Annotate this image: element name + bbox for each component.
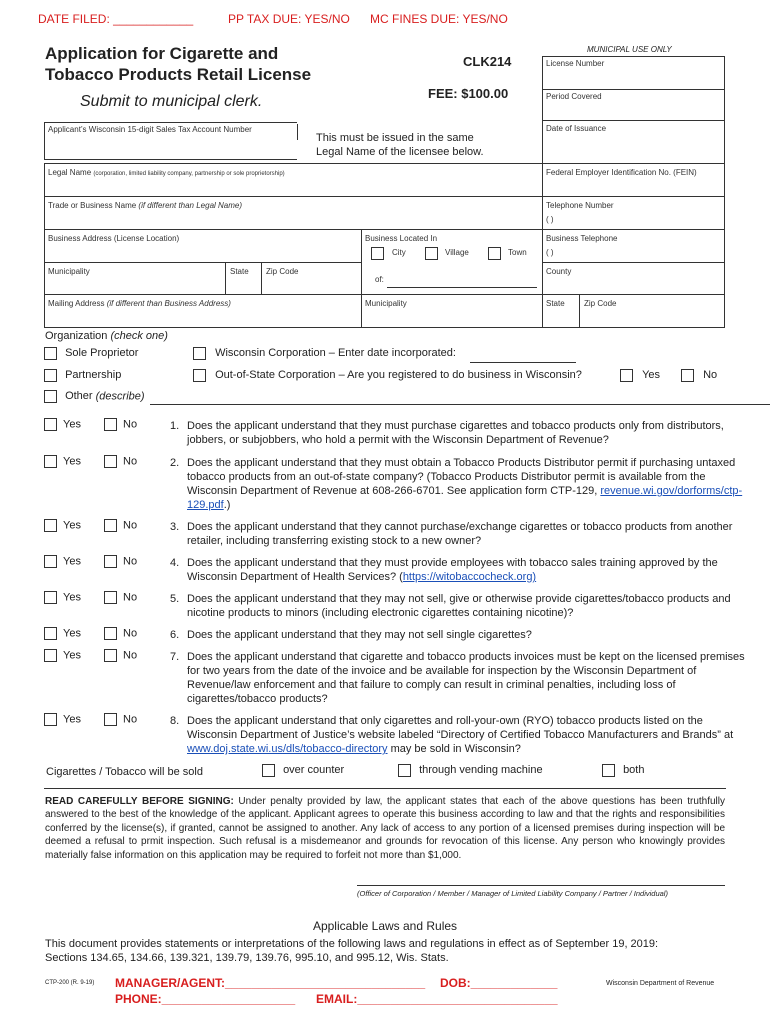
mailing-address-field[interactable] [44,294,362,328]
other-option[interactable] [44,390,145,403]
mailing-zip-field[interactable] [579,294,725,328]
form-title [45,43,311,85]
sole-proprietor-option[interactable] [44,347,138,360]
question-6-yes[interactable] [44,627,81,640]
business-located-label: Business Located In [365,234,438,243]
certification-body: Under penalty provided by law, the applicant states that each of the above questions has been truthfully answered to the best of the knowledge of the applicant. Applicant agrees to operate this business according to law and that the rights and responsibilities conferred by the license(s), if granted, cannot be assigned to another. Any lack of access to any portion of a licensed premises during inspection will be deemed a refusal to prmit inspection. Such refusal is a misdemeanor and grounds for revocation of this license. Any person who knowingly provides materially false information on this application may be required to forfeit not more than $1,000. [45,796,726,861]
certification-text [45,795,725,862]
mailing-address-label: Mailing Address (if different than Business Address) [48,299,231,308]
other-checkbox[interactable] [44,390,57,403]
question-8-no[interactable] [104,713,137,726]
partnership-option[interactable] [44,369,121,382]
county-field[interactable] [542,262,725,295]
no-label: No [123,418,138,431]
yes-checkbox[interactable] [44,555,57,568]
fein-label: Federal Employer Identification No. (FEIN) [546,168,697,177]
city-checkbox[interactable] [371,245,384,263]
divider [297,124,298,140]
question-3-yes[interactable] [44,519,81,532]
no-label: No [123,649,138,662]
question-2-no[interactable] [104,455,137,468]
wi-corporation-checkbox[interactable] [193,347,206,360]
yes-checkbox[interactable] [44,713,57,726]
no-checkbox[interactable] [104,555,117,568]
question-7-no[interactable] [104,649,137,662]
business-address-field[interactable] [44,229,362,263]
no-checkbox[interactable] [104,519,117,532]
tax-account-field[interactable] [44,122,297,160]
yes-checkbox[interactable] [44,591,57,604]
yes-label: Yes [63,455,81,468]
question-5-no[interactable] [104,591,137,604]
laws-line-1: This document provides statements or interpretations of the following laws and regulations in effect as of September 19, 2019: [45,938,659,950]
legal-name-field[interactable] [44,163,543,197]
zip-field[interactable] [261,262,362,295]
business-telephone-paren: ( ) [546,248,554,257]
question-5: 5. Does the applicant understand that they may not sell, give or otherwise provide cigarettes/tobacco products and nicotine products to minors (including electronic cigarettes containing nicotine)? [170,593,731,619]
laws-heading: Applicable Laws and Rules [312,919,458,933]
vending-option[interactable] [398,764,543,777]
yes-label: Yes [63,555,81,568]
period-covered-field[interactable] [542,89,725,121]
question-8-yes[interactable] [44,713,81,726]
laws-text [45,937,745,965]
business-located-in [361,229,543,295]
pp-tax-due: PP TAX DUE: YES/NO [228,12,350,26]
yes-label: Yes [63,713,81,726]
question-6: 6. Does the applicant understand that they may not sell single cigarettes? [170,629,532,641]
yes-label: Yes [63,418,81,431]
question-4-no[interactable] [104,555,137,568]
date-of-issuance-field[interactable] [542,120,725,164]
mailing-state-label: State [546,299,565,308]
oos-corporation-label: Out-of-State Corporation – Are you registered to do business in Wisconsin? [215,369,582,382]
state-field[interactable] [225,262,262,295]
of-label: of: [375,275,384,284]
period-covered-label: Period Covered [546,92,602,101]
registered-no-checkbox[interactable] [681,369,694,382]
town-checkbox[interactable] [488,245,501,263]
fein-field[interactable] [542,163,725,197]
laws-line-2: Sections 134.65, 134.66, 139.321, 139.79, 139.76, 995.10, and 995.12, Wis. Stats. [45,952,449,964]
tax-account-note [316,131,484,159]
no-checkbox[interactable] [104,455,117,468]
wi-corporation-label: Wisconsin Corporation – Enter date incorporated: [215,347,456,360]
no-checkbox[interactable] [104,591,117,604]
question-3-no[interactable] [104,519,137,532]
question-6-no[interactable] [104,627,137,640]
mailing-municipality-field[interactable] [361,294,543,328]
no-checkbox[interactable] [104,649,117,662]
yes-checkbox[interactable] [44,519,57,532]
signature-line[interactable] [357,885,725,886]
email-field[interactable]: EMAIL:______________________________ [316,992,558,1006]
county-label: County [546,267,572,276]
over-counter-checkbox[interactable] [262,764,275,777]
tax-account-label: Applicant’s Wisconsin 15-digit Sales Tax Account Number [48,125,252,134]
sales-method-label: Cigarettes / Tobacco will be sold [46,766,203,778]
no-checkbox[interactable] [104,713,117,726]
phone-field[interactable]: PHONE:____________________ [115,992,296,1006]
certification-lead: READ CAREFULLY BEFORE SIGNING: [45,796,234,807]
registered-no[interactable] [681,369,717,382]
no-label: No [123,591,138,604]
city-label: City [392,248,406,257]
yes-checkbox[interactable] [44,627,57,640]
telephone-paren: ( ) [546,215,554,224]
question-2-yes[interactable] [44,455,81,468]
form-id: CTP-200 (R. 9-19) [45,980,95,986]
trade-name-label: Trade or Business Name (if different than Legal Name) [48,201,243,210]
both-label: both [623,764,645,777]
question-2: 2. Does the applicant understand that they must obtain a Tobacco Products Distributor permit if purchasing untaxed tobacco products from an out-of-state company? (Tobacco Products Distributor permit is available from the Wisconsin Department of Revenue at 608-266-6701. See application form CTP-129, revenue.wi.gov/dorforms/ctp-129.pdf.) [170,457,743,511]
section-divider [44,788,726,789]
zip-label: Zip Code [266,267,299,276]
witobaccocheck-link[interactable]: https://witobaccocheck.org) [402,571,537,583]
mailing-municipality-label: Municipality [365,299,407,308]
mc-fines-due: MC FINES DUE: YES/NO [370,12,508,26]
oos-corporation-option[interactable] [193,369,582,382]
oos-corporation-checkbox[interactable] [193,369,206,382]
note-line-1: This must be issued in the same [316,132,474,144]
registered-yes-checkbox[interactable] [620,369,633,382]
business-telephone-label: Business Telephone [546,234,618,243]
village-checkbox[interactable] [425,245,438,263]
yes-label: Yes [63,519,81,532]
question-8: 8. Does the applicant understand that only cigarettes and roll-your-own (RYO) tobacco products listed on the Wisconsin Department of Justice’s website labeled “Directory of Certified Tobacco Manufacturers and Brands” at www.doj.state.wi.us/dls/tobacco-directory may be sold in Wisconsin? [170,715,734,755]
no-checkbox[interactable] [104,418,117,431]
vending-label: through vending machine [419,764,543,777]
telephone-field[interactable] [542,196,725,230]
yes-label: Yes [63,591,81,604]
organization-label: Organization (check one) [45,330,168,342]
legal-name-label: Legal Name (corporation, limited liability company, partnership or sole proprietorship) [48,168,285,177]
no-checkbox[interactable] [104,627,117,640]
signature-caption: (Officer of Corporation / Member / Manager of Limited Liability Company / Partner / Individual) [357,889,668,898]
note-line-2: Legal Name of the licensee below. [316,146,484,158]
registered-yes[interactable] [620,369,660,382]
both-checkbox[interactable] [602,764,615,777]
town-label: Town [508,248,527,257]
village-label: Village [445,248,469,257]
manager-agent-field[interactable]: MANAGER/AGENT:______________________________ [115,976,426,990]
question-1-no[interactable] [104,418,137,431]
no-label: No [123,627,138,640]
municipality-label: Municipality [48,267,90,276]
mailing-zip-label: Zip Code [584,299,617,308]
no-label: No [123,713,138,726]
form-code: CLK214 [463,54,512,69]
no-label: No [123,455,138,468]
dob-field[interactable]: DOB:_____________ [440,976,558,990]
state-label: State [230,267,249,276]
question-1-yes[interactable] [44,418,81,431]
no-label: No [123,519,138,532]
title-line-1: Application for Cigarette and [45,44,279,63]
question-7: 7. Does the applicant understand that cigarette and tobacco products invoices must be kept on the licensed premises for two years from the date of the invoice and be available for inspection by the Wisconsin Department of Revenue/law enforcement and that failure to comply can result in criminal penalties, including loss of cigarettes/tobacco products? [170,651,745,705]
department-name: Wisconsin Department of Revenue [606,980,715,987]
both-option[interactable] [602,764,644,777]
mailing-state-field[interactable] [542,294,580,328]
question-4-yes[interactable] [44,555,81,568]
wi-corporation-option[interactable] [193,347,456,360]
ctp-129-link[interactable]: revenue.wi.gov/dorforms/ctp-129.pdf [187,485,743,511]
license-number-label: License Number [546,59,605,68]
over-counter-option[interactable] [262,764,344,777]
question-5-yes[interactable] [44,591,81,604]
question-1: 1. Does the applicant understand that they must purchase cigarettes and tobacco products only from distributors, jobbers, or subjobbers, who hold a permit with the Wisconsin Department of Revenue? [170,420,724,446]
business-address-label: Business Address (License Location) [48,234,180,243]
yes-checkbox[interactable] [44,455,57,468]
date-filed: DATE FILED: ____________ [38,12,194,26]
fee: FEE: $100.00 [428,86,509,101]
yes-checkbox[interactable] [44,649,57,662]
vending-checkbox[interactable] [398,764,411,777]
other-label: Other [65,390,93,403]
title-line-2: Tobacco Products Retail License [45,65,312,84]
other-hint: (describe) [95,390,145,403]
yes-label: Yes [63,649,81,662]
telephone-label: Telephone Number [546,201,614,210]
municipal-use-heading: MUNICIPAL USE ONLY [587,45,672,54]
business-telephone-field[interactable] [542,229,725,263]
partnership-label: Partnership [65,369,122,382]
sole-proprietor-checkbox[interactable] [44,347,57,360]
subtitle: Submit to municipal clerk. [80,93,263,110]
over-counter-label: over counter [283,764,345,777]
question-3: 3. Does the applicant understand that they cannot purchase/exchange cigarettes or tobacco products from another retailer, including transferring existing stock to a new owner? [170,521,733,547]
registered-no-label: No [703,369,718,382]
license-number-field[interactable] [542,56,725,90]
partnership-checkbox[interactable] [44,369,57,382]
yes-checkbox[interactable] [44,418,57,431]
question-4: 4. Does the applicant understand that they must provide employees with tobacco sales training approved by the Wisconsin Department of Health Services? (https://witobaccocheck.org) [170,557,718,583]
sole-proprietor-label: Sole Proprietor [65,347,139,360]
date-of-issuance-label: Date of Issuance [546,124,607,133]
registered-yes-label: Yes [642,369,661,382]
of-line[interactable] [387,287,537,288]
trade-name-field[interactable] [44,196,543,230]
no-label: No [123,555,138,568]
tobacco-directory-link[interactable]: www.doj.state.wi.us/dls/tobacco-directory [187,743,388,755]
yes-label: Yes [63,627,81,640]
other-describe-line[interactable] [150,404,770,405]
question-7-yes[interactable] [44,649,81,662]
date-incorporated-line[interactable] [470,362,576,363]
municipality-field[interactable] [44,262,226,295]
